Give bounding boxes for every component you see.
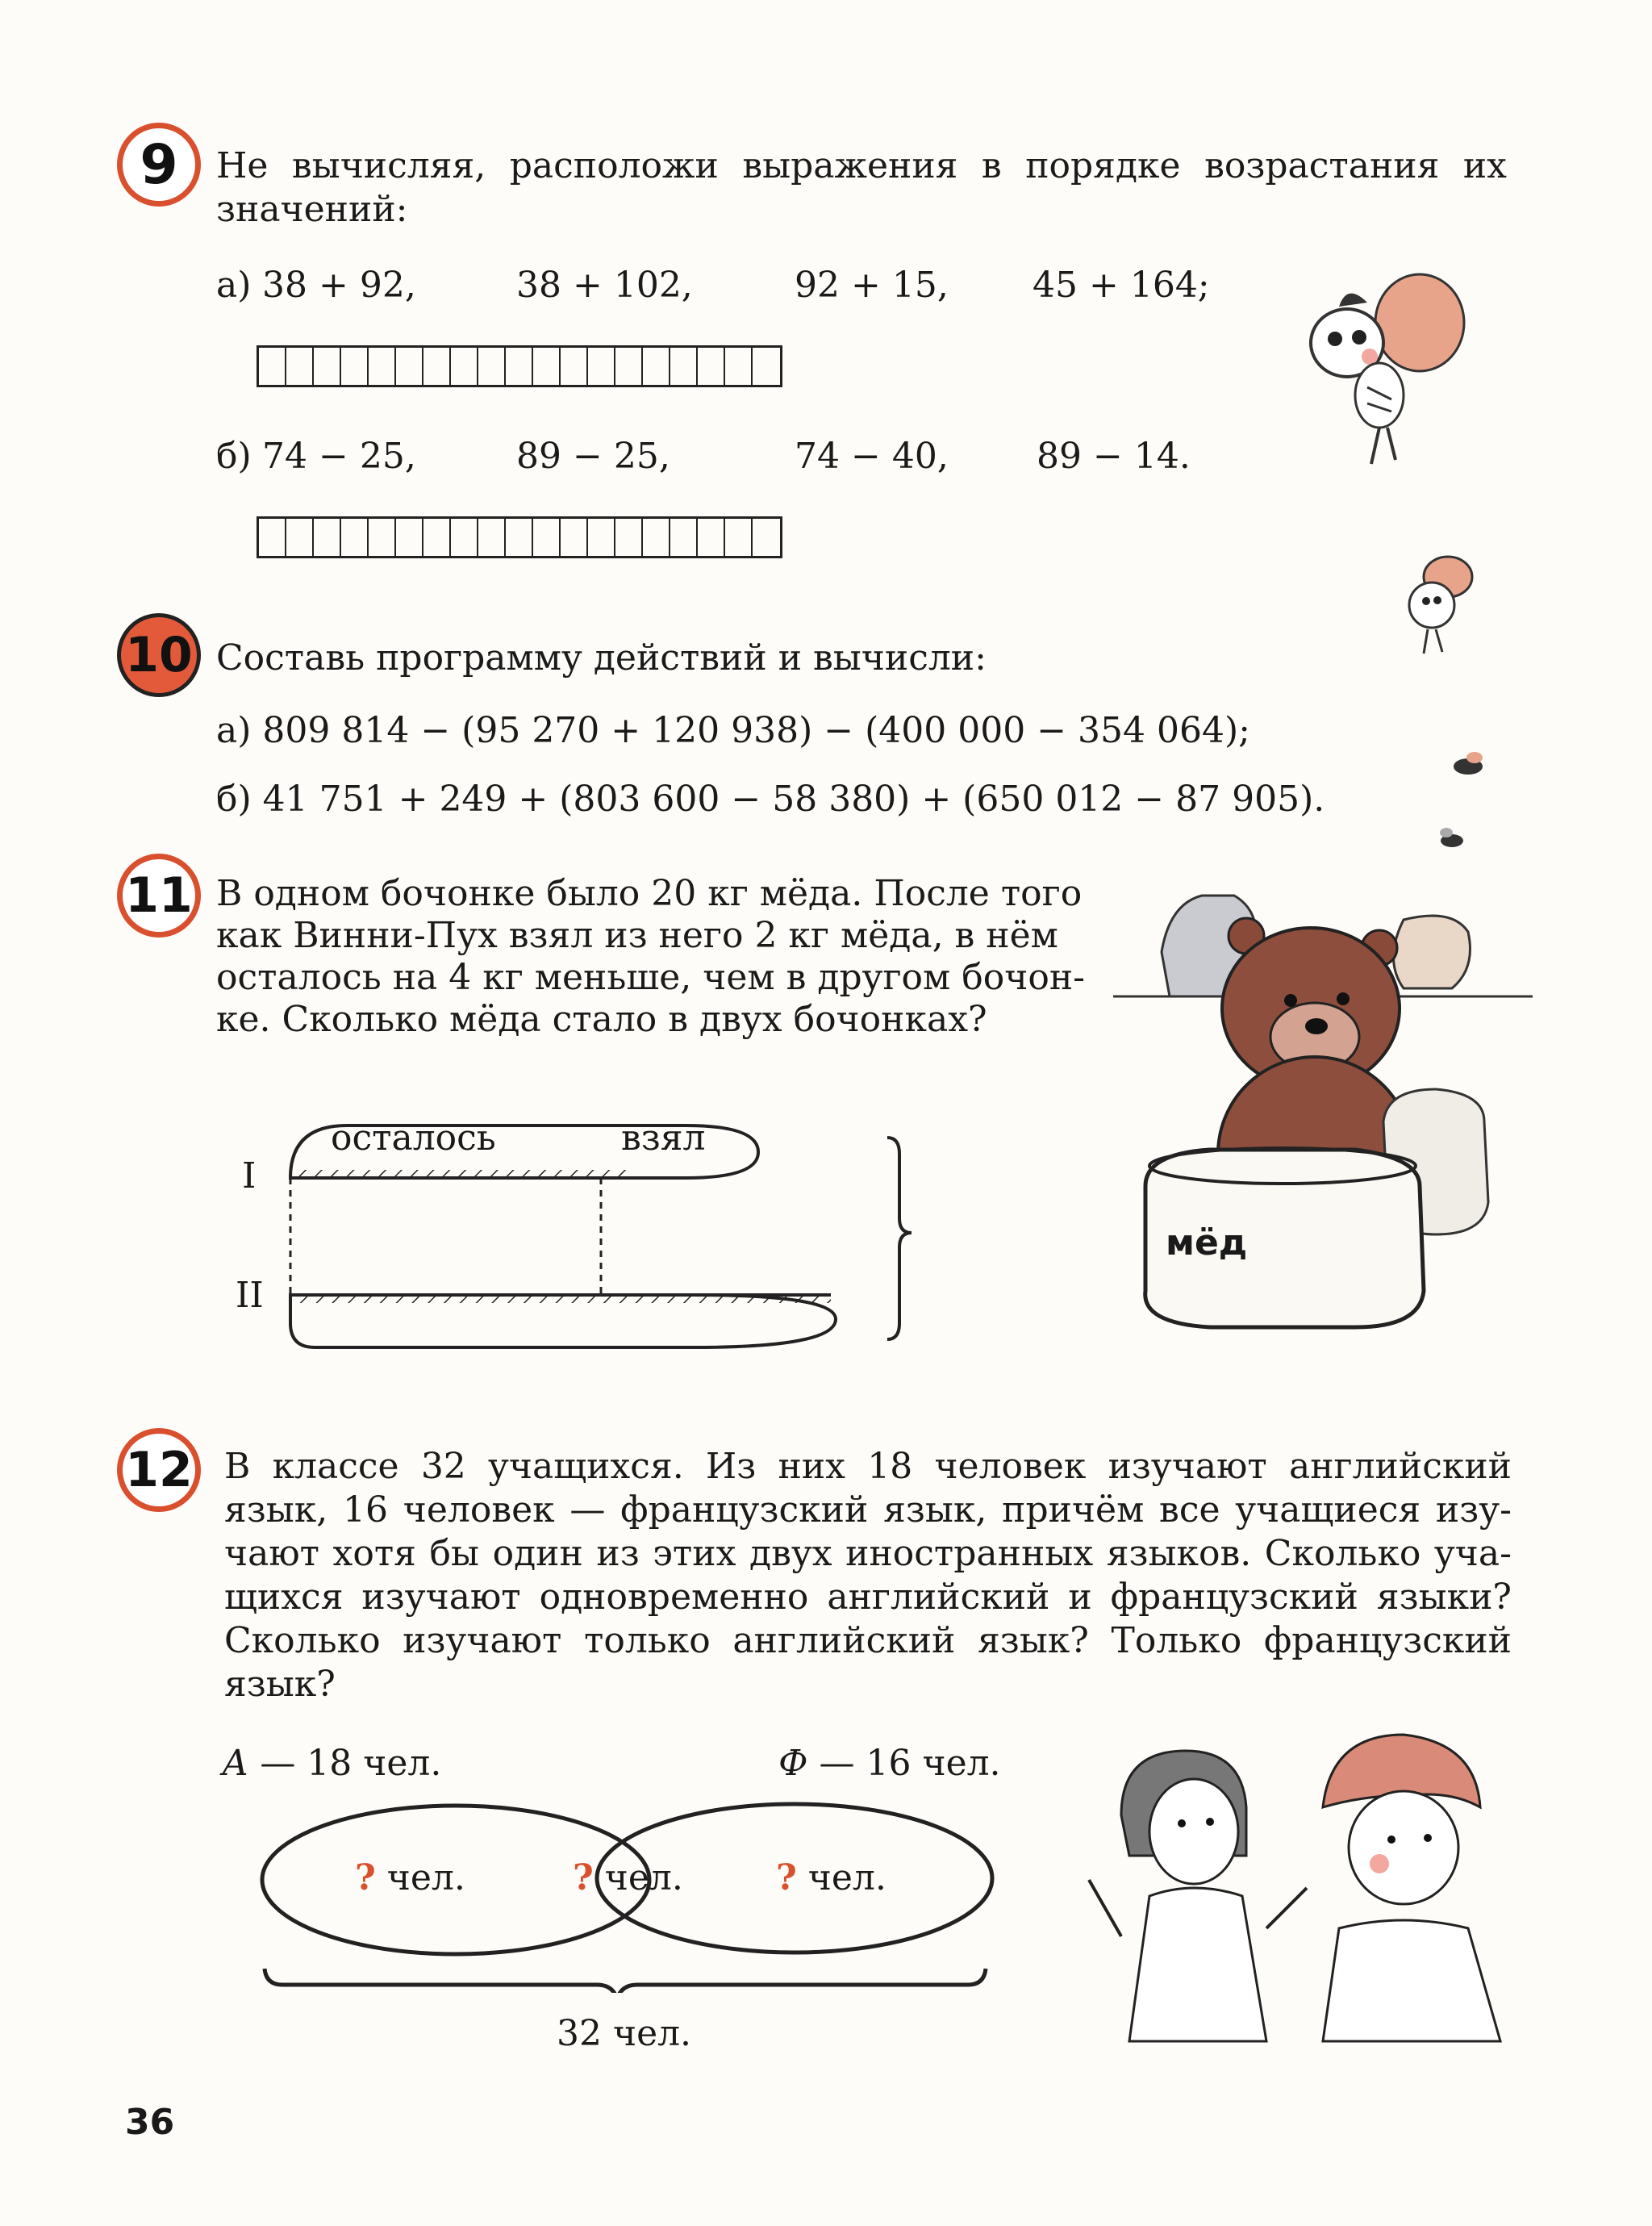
page-number: 36 <box>125 2102 175 2143</box>
task-9-b-answer-cells[interactable] <box>257 516 782 558</box>
task-12-line-6: язык? <box>224 1664 336 1705</box>
task-12-line-1: В классе 32 учащихся. Из них 18 человек изучают английский <box>224 1446 1512 1487</box>
task-10-line-a: а) 809 814 − (95 270 + 120 938) − (400 000 − 354 064); <box>216 710 1250 751</box>
small-bee-icon <box>1387 549 1484 662</box>
task-10-number-badge <box>117 613 201 697</box>
task-10-line-b: б) 41 751 + 249 + (803 600 − 58 380) + (650 012 − 87 905). <box>216 779 1325 820</box>
task-11-line-4: ке. Сколько мёда стало в двух бочонках? <box>216 999 987 1040</box>
children-illustration <box>1073 1719 1525 2057</box>
task-9-number-badge <box>117 123 201 207</box>
task-12-line-3: чают хотя бы один из этих двух иностранных языков. Сколько уча- <box>224 1533 1512 1574</box>
venn-region-f-unit: чел. <box>796 1857 886 1898</box>
set-a-count: — 18 чел. <box>248 1743 442 1784</box>
task-9-a-answer-cells[interactable] <box>257 345 782 387</box>
task-9-a-expr-2: 38 + 102, <box>516 265 693 306</box>
set-a-label <box>222 1743 441 1784</box>
honey-jar-label: мёд <box>1166 1222 1248 1263</box>
venn-region-f-only <box>776 1857 886 1898</box>
task-9-a-expr-3: 92 + 15, <box>795 265 949 306</box>
task-11-number-badge <box>117 854 201 938</box>
task-9-text-line2: значений: <box>216 189 408 230</box>
task-9-b-expr-3: 74 − 40, <box>795 436 949 477</box>
venn-region-a-only <box>355 1857 465 1898</box>
set-f-letter: Ф <box>778 1743 808 1784</box>
task-12-line-2: язык, 16 человек — французский язык, причём все учащиеся изу- <box>224 1489 1512 1531</box>
task-9-b-expr-4: 89 − 14. <box>1037 436 1191 477</box>
task-9-number: 9 <box>140 132 178 197</box>
question-mark-icon: ? <box>355 1857 376 1898</box>
task-12-number: 12 <box>125 1442 193 1498</box>
venn-region-both-unit: чел. <box>593 1857 683 1898</box>
task-12-line-4: щихся изучают одновременно английский и французский языки? <box>224 1577 1512 1618</box>
task-11-row-2-label: II <box>236 1275 264 1316</box>
task-9-text-line1: Не вычисляя, расположи выражения в порядке возрастания их <box>216 145 1507 186</box>
task-10-number: 10 <box>125 627 193 683</box>
bee-illustration <box>1291 266 1500 476</box>
set-a-letter: А <box>222 1743 249 1784</box>
venn-region-both <box>573 1857 683 1898</box>
task-11-label-taken: взял <box>621 1117 706 1159</box>
venn-region-a-unit: чел. <box>375 1857 465 1898</box>
task-12-line-5: Сколько изучают только английский язык? Только французский <box>224 1620 1512 1661</box>
task-12-number-badge <box>117 1428 201 1512</box>
set-f-count: — 16 чел. <box>807 1743 1001 1784</box>
task-11-line-3: осталось на 4 кг меньше, чем в другом бочон- <box>216 957 1086 998</box>
task-9-a-prefix: а) <box>216 265 252 306</box>
set-f-label <box>778 1743 1001 1784</box>
tiny-bee-icon <box>1444 746 1492 787</box>
task-11-label-remaining: осталось <box>331 1117 496 1159</box>
task-9-a-expr-4: 45 + 164; <box>1032 265 1210 306</box>
tiny-bee-icon-2 <box>1432 823 1472 855</box>
bear-with-honey-illustration <box>1113 887 1533 1339</box>
task-9-b-prefix: б) <box>216 436 252 477</box>
task-11-line-1: В одном бочонке было 20 кг мёда. После того <box>216 873 1083 914</box>
question-mark-icon: ? <box>573 1857 594 1898</box>
task-11-number: 11 <box>125 867 193 924</box>
task-9-b-expr-1: 74 − 25, <box>262 436 416 477</box>
venn-total: 32 чел. <box>557 2013 692 2054</box>
task-9-a-expr-1: 38 + 92, <box>262 265 416 306</box>
question-mark-icon: ? <box>776 1857 797 1898</box>
task-10-text: Составь программу действий и вычисли: <box>216 637 987 679</box>
task-11-line-2: как Винни-Пух взял из него 2 кг мёда, в нём <box>216 915 1058 956</box>
task-9-b-expr-2: 89 − 25, <box>516 436 670 477</box>
task-11-row-1-label: I <box>242 1155 257 1197</box>
